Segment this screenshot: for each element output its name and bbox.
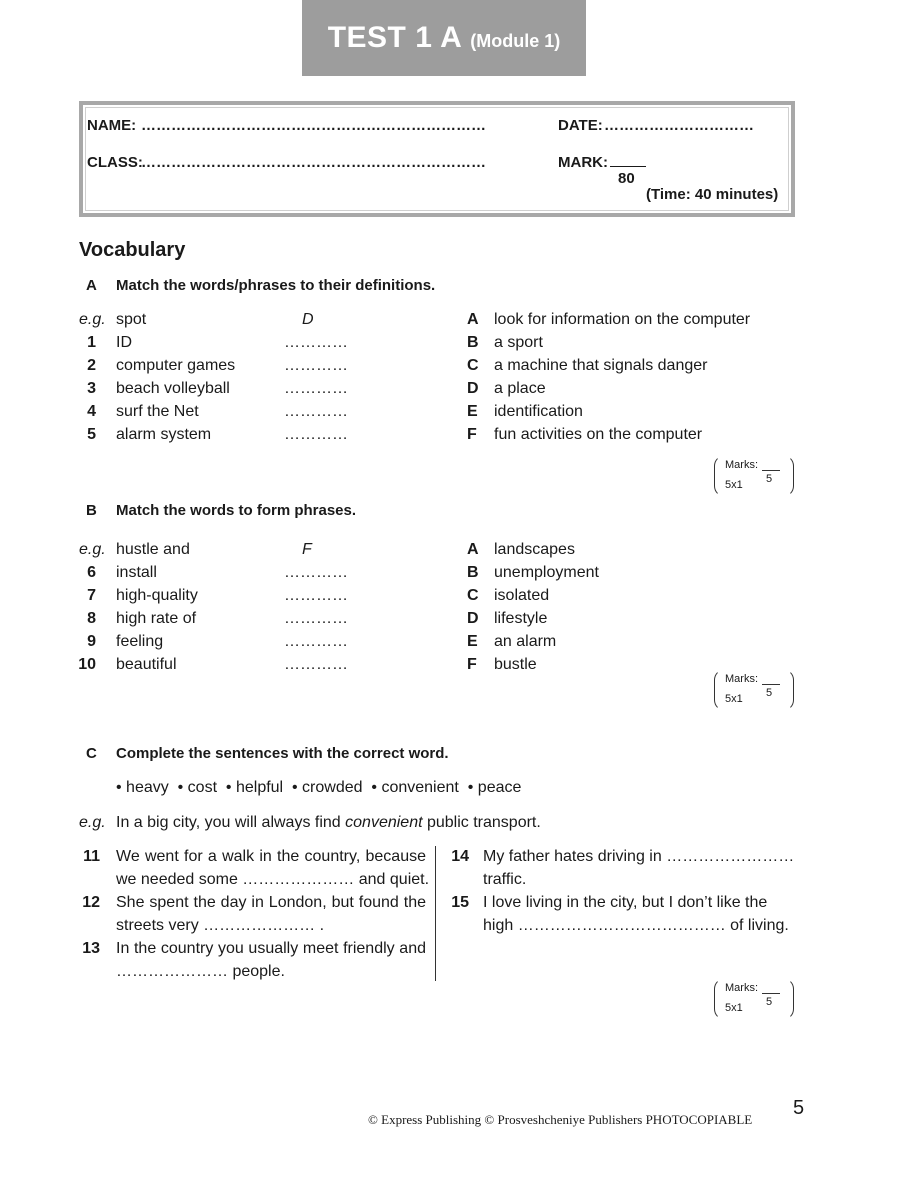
example-answer: convenient [345, 814, 423, 831]
marks-total: 5 [766, 687, 773, 699]
task-b-option-text: an alarm [494, 633, 557, 650]
task-a-option-letter: A [467, 311, 479, 328]
task-c-sentence-line: We went for a walk in the country, because [116, 848, 426, 865]
task-c-item-number: 12 [82, 894, 100, 911]
task-b-option-letter: C [467, 587, 479, 604]
task-a-answer-blank[interactable]: ………… [284, 403, 348, 420]
task-a-item-number: 2 [87, 357, 96, 374]
task-a-option-letter: D [467, 380, 479, 397]
task-b-option-text: lifestyle [494, 610, 548, 627]
task-a-option-text: a place [494, 380, 546, 397]
task-a-item-number: 1 [87, 334, 96, 351]
task-c-sentence-line: we needed some ………………… and quiet. [116, 871, 430, 888]
task-b-answer-blank[interactable]: ………… [284, 656, 348, 673]
task-a-letter: A [86, 277, 97, 294]
task-b-instruction: Match the words to form phrases. [116, 502, 357, 519]
task-a-option-text: a sport [494, 334, 543, 351]
task-b-item-word: high rate of [116, 610, 197, 627]
task-a-answer-blank[interactable]: ………… [284, 357, 348, 374]
marks-label: Marks: [725, 459, 758, 471]
task-b-example-word: hustle and [116, 541, 190, 558]
task-a-option-letter: E [467, 403, 478, 420]
name-label: NAME: [87, 117, 137, 134]
marks-multiplier: 5x1 [725, 693, 743, 705]
task-a-example-label: e.g. [79, 311, 106, 328]
task-b-option-text: landscapes [494, 541, 575, 558]
task-c-sentence-line: I love living in the city, but I don’t like the [483, 894, 768, 911]
task-b-option-text: bustle [494, 656, 537, 673]
task-c-item-number: 13 [82, 940, 100, 957]
page-number: 5 [793, 1097, 805, 1119]
task-a-item-word: alarm system [116, 426, 212, 443]
task-a-item-number: 5 [87, 426, 96, 443]
marks-multiplier: 5x1 [725, 479, 743, 491]
task-c-sentence-line: traffic. [483, 871, 527, 888]
task-c-sentence-line: streets very ………………… . [116, 917, 325, 934]
task-b-answer-blank[interactable]: ………… [284, 564, 348, 581]
section-heading-vocabulary: Vocabulary [79, 239, 186, 261]
task-b-marks-box [714, 669, 794, 711]
task-a-marks-box [714, 455, 794, 497]
column-divider [435, 846, 436, 981]
task-a-option-letter: F [467, 426, 477, 443]
task-c-instruction: Complete the sentences with the correct word. [116, 745, 449, 762]
class-label: CLASS: [87, 154, 143, 171]
marks-score-line[interactable] [762, 684, 780, 685]
task-a-example-word: spot [116, 311, 147, 328]
title-banner [302, 0, 586, 76]
task-b-item-number: 7 [87, 587, 96, 604]
task-c-word-bank: • heavy • cost • helpful • crowded • convenient • peace [116, 779, 522, 796]
task-b-item-number: 9 [87, 633, 96, 650]
task-b-item-word: install [116, 564, 157, 581]
task-a-option-text: identification [494, 403, 583, 420]
task-a-item-word: beach volleyball [116, 380, 230, 397]
task-a-item-word: ID [116, 334, 132, 351]
task-b-item-word: high-quality [116, 587, 198, 604]
task-b-option-letter: A [467, 541, 479, 558]
task-a-option-letter: B [467, 334, 479, 351]
marks-multiplier: 5x1 [725, 1002, 743, 1014]
task-a-example-answer: D [302, 311, 314, 328]
name-field[interactable]: …………………………………………………………… [141, 117, 486, 134]
task-a-item-word: surf the Net [116, 403, 199, 420]
task-b-letter: B [86, 502, 97, 519]
task-a-option-text: a machine that signals danger [494, 357, 708, 374]
task-c-example-label: e.g. [79, 814, 106, 831]
task-b-item-word: beautiful [116, 656, 177, 673]
marks-score-line[interactable] [762, 470, 780, 471]
mark-field-line[interactable] [610, 166, 646, 167]
mark-label: MARK: [558, 154, 608, 171]
task-b-option-letter: D [467, 610, 479, 627]
time-note: (Time: 40 minutes) [646, 186, 779, 203]
task-c-sentence-line: high ………………………………… of living. [483, 917, 789, 934]
task-b-item-number: 6 [87, 564, 96, 581]
task-b-item-number: 8 [87, 610, 96, 627]
marks-label: Marks: [725, 673, 758, 685]
task-b-item-word: feeling [116, 633, 164, 650]
task-c-item-number: 15 [451, 894, 469, 911]
date-label: DATE: [558, 117, 603, 134]
task-c-item-number: 11 [83, 848, 100, 865]
task-b-answer-blank[interactable]: ………… [284, 633, 348, 650]
task-b-option-text: isolated [494, 587, 550, 604]
task-b-option-text: unemployment [494, 564, 599, 581]
test-title: TEST 1 A [327, 21, 463, 54]
task-a-answer-blank[interactable]: ………… [284, 380, 348, 397]
task-a-option-letter: C [467, 357, 479, 374]
example-text-after: public transport. [422, 814, 541, 831]
copyright-footer: © Express Publishing © Prosveshcheniye Publishers PHOTOCOPIABLE [368, 1112, 753, 1127]
task-b-answer-blank[interactable]: ………… [284, 610, 348, 627]
task-b-option-letter: E [467, 633, 478, 650]
task-a-item-number: 4 [87, 403, 96, 420]
task-b-option-letter: B [467, 564, 479, 581]
task-c-sentence-line: ………………… people. [116, 963, 285, 980]
task-c-letter: C [86, 745, 97, 762]
date-field[interactable]: ………………………… [604, 117, 754, 134]
task-a-option-text: fun activities on the computer [494, 426, 703, 443]
task-c-sentence-line: In the country you usually meet friendly and [116, 940, 426, 957]
task-c-sentence-line: My father hates driving in …………………… [483, 848, 795, 865]
test-module: (Module 1) [470, 30, 561, 51]
task-b-option-letter: F [467, 656, 477, 673]
task-c-sentence-line: She spent the day in London, but found the [116, 894, 426, 911]
task-a-instruction: Match the words/phrases to their definitions. [116, 277, 436, 294]
task-c-item-number: 14 [451, 848, 469, 865]
task-a-answer-blank[interactable]: ………… [284, 334, 348, 351]
marks-score-line[interactable] [762, 993, 780, 994]
task-c-example-sentence [116, 814, 541, 832]
task-a-item-number: 3 [87, 380, 96, 397]
task-c-marks-box [714, 978, 794, 1020]
task-b-item-number: 10 [78, 656, 96, 673]
class-field[interactable]: …………………………………………………………… [141, 154, 486, 171]
task-a-option-text: look for information on the computer [494, 311, 751, 328]
task-b-answer-blank[interactable]: ………… [284, 587, 348, 604]
task-b-example-label: e.g. [79, 541, 106, 558]
task-a-answer-blank[interactable]: ………… [284, 426, 348, 443]
example-text-before: In a big city, you will always find [116, 814, 346, 831]
marks-total: 5 [766, 473, 773, 485]
marks-label: Marks: [725, 982, 758, 994]
task-a-item-word: computer games [116, 357, 236, 374]
task-b-example-answer: F [302, 541, 312, 558]
mark-total: 80 [618, 170, 635, 187]
marks-total: 5 [766, 996, 773, 1008]
